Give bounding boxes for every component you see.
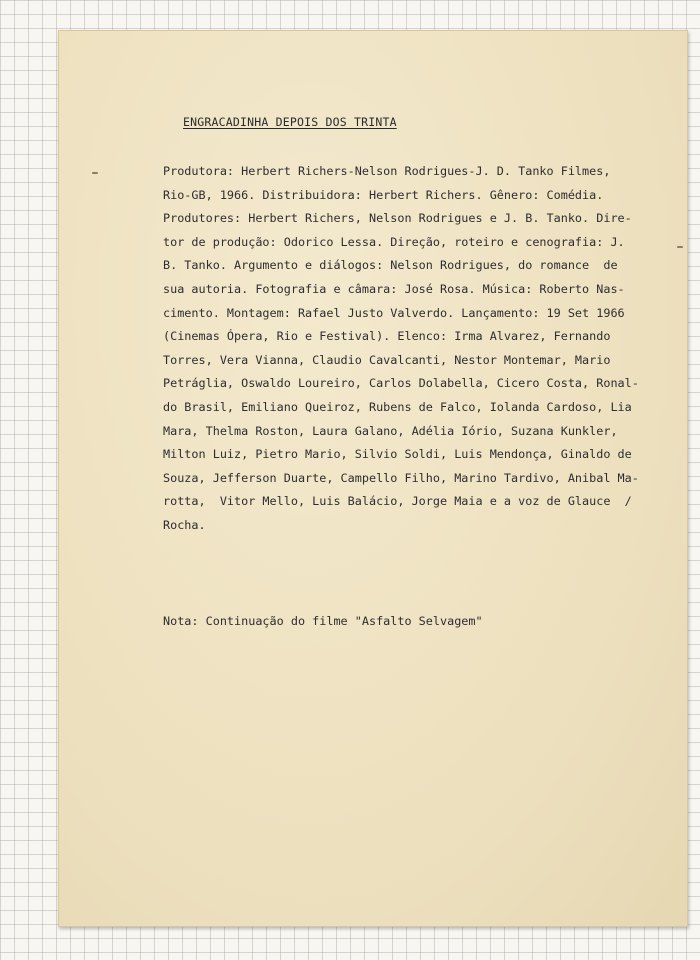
margin-mark-left	[92, 172, 98, 174]
credits-paragraph	[163, 160, 663, 538]
text-line: sua autoria. Fotografia e câmara: José Rosa. Música: Roberto Nas-	[163, 281, 625, 296]
text-line: Produtora: Herbert Richers-Nelson Rodrigues-J. D. Tanko Filmes,	[163, 164, 611, 178]
text-line: cimento. Montagem: Rafael Justo Valverdo. Lançamento: 19 Set 1966	[163, 305, 625, 320]
text-line: (Cinemas Ópera, Rio e Festival). Elenco: Irma Alvarez, Fernando	[163, 329, 611, 344]
text-line: Petráglia, Oswaldo Loureiro, Carlos Dolabella, Cicero Costa, Ronal-	[163, 376, 639, 391]
note-line: Nota: Continuação do filme "Asfalto Selvagem"	[163, 614, 483, 628]
text-line: Milton Luiz, Pietro Mario, Silvio Soldi, Luis Mendonça, Ginaldo de	[163, 447, 632, 462]
text-line: B. Tanko. Argumento e diálogos: Nelson Rodrigues, do romance de	[163, 258, 618, 273]
text-line: Torres, Vera Vianna, Claudio Cavalcanti, Nestor Montemar, Mario	[163, 352, 611, 367]
text-line: Souza, Jefferson Duarte, Campello Filho, Marino Tardivo, Anibal Ma-	[163, 470, 639, 485]
text-line: Mara, Thelma Roston, Laura Galano, Adélia Iório, Suzana Kunkler,	[163, 423, 618, 438]
document-title-text: ENGRACADINHA DEPOIS DOS TRINTA	[183, 115, 397, 129]
text-line: Rocha.	[163, 517, 206, 532]
text-line: tor de produção: Odorico Lessa. Direção, roteiro e cenografia: J.	[163, 234, 625, 249]
text-line: Produtores: Herbert Richers, Nelson Rodrigues e J. B. Tanko. Dire-	[163, 211, 632, 226]
typewritten-sheet	[58, 30, 688, 927]
text-line: Rio-GB, 1966. Distribuidora: Herbert Richers. Gênero: Comédia.	[163, 187, 604, 202]
document-title	[59, 115, 687, 129]
text-line: do Brasil, Emiliano Queiroz, Rubens de Falco, Iolanda Cardoso, Lia	[163, 399, 632, 414]
text-line: rotta, Vitor Mello, Luis Balácio, Jorge Maia e a voz de Glauce /	[163, 494, 632, 509]
margin-mark-right	[677, 246, 683, 248]
